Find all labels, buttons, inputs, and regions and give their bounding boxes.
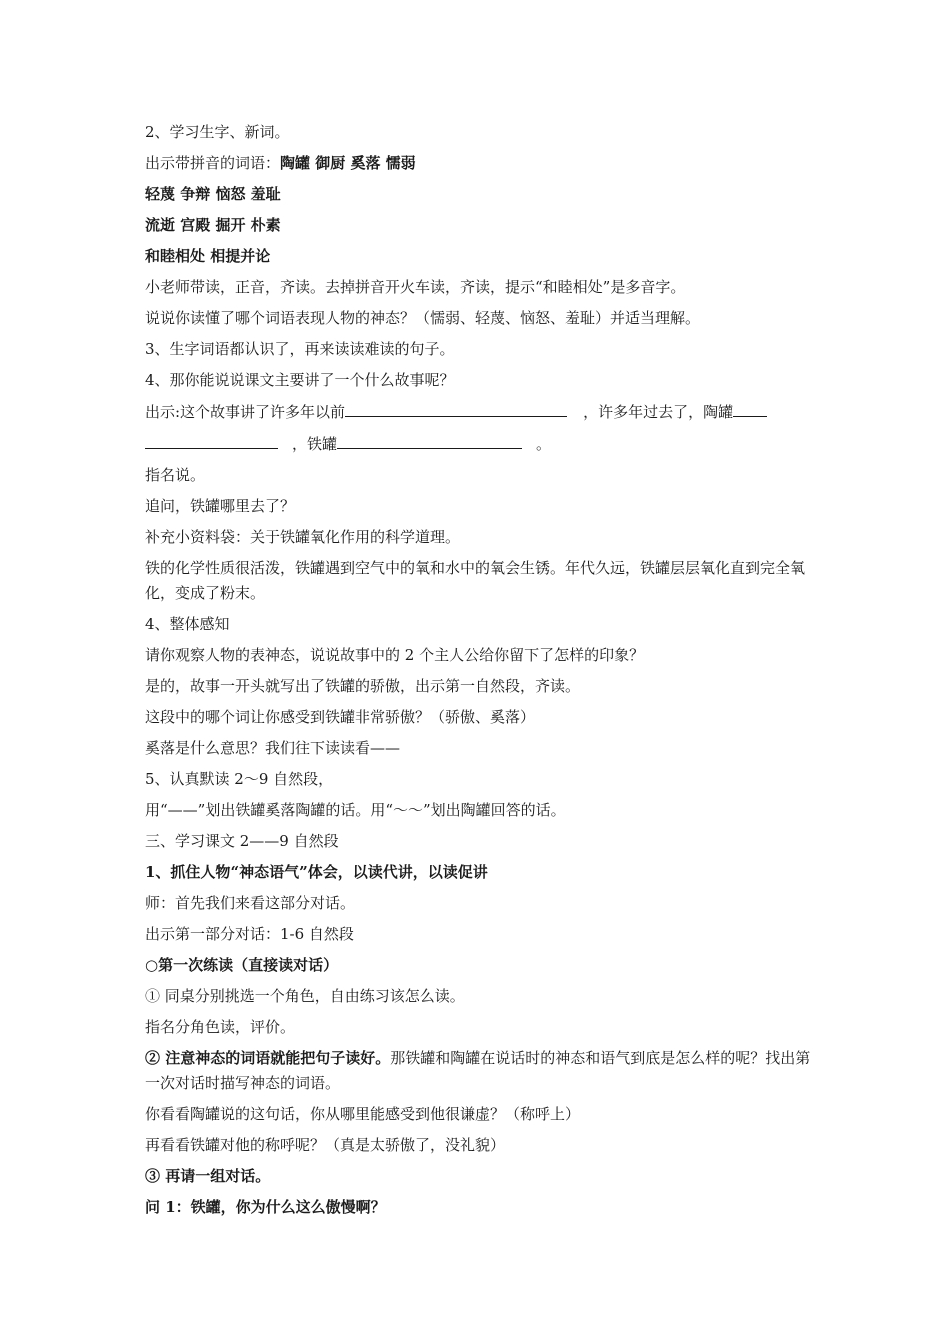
blank-underline [733,399,767,417]
vocab-row-3: 流逝 宫殿 掘开 朴素 [145,216,281,234]
bold-lead: ② 注意神态的词语就能把句子读好。 [145,1049,391,1067]
fill-blank-line-2 [145,431,815,457]
text-line: 奚落是什么意思？我们往下读读看—— [145,739,401,757]
text-line: 5、认真默读 2～9 自然段， [145,770,334,788]
text-line: 是的，故事一开头就写出了铁罐的骄傲，出示第一自然段，齐读。 [145,677,581,695]
section-heading-learn-words: 2、学习生字、新词。 [145,123,290,141]
section-heading-overall: 4、整体感知 [145,615,230,633]
pinyin-words-line [145,151,815,176]
vocab-row-2: 轻蔑 争辩 恼怒 羞耻 [145,185,281,203]
pinyin-words-label: 出示带拼音的词语： [145,154,281,172]
text-line: 请你观察人物的表神态，说说故事中的 2 个主人公给你留下了怎样的印象？ [145,646,645,664]
fill-blank-text: 出示:这个故事讲了许多年以前 [145,403,346,421]
text-line: 指名分角色读，评价。 [145,1018,296,1036]
text-line: 小老师带读，正音，齐读。去掉拼音开火车读，齐读，提示“和睦相处”是多音字。 [145,278,686,296]
fill-blank-text: ，铁罐 [292,435,338,453]
text-line: 指名说。 [145,466,206,484]
vocab-row-1: 陶罐 御厨 奚落 懦弱 [280,154,416,172]
text-line: ① 同桌分别挑选一个角色，自由练习该怎么读。 [145,987,465,1005]
blank-underline [345,399,567,417]
mixed-paragraph [145,1046,815,1096]
bold-heading: ○第一次练读（直接读对话） [145,956,339,974]
section-heading-three: 三、学习课文 2——9 自然段 [145,832,339,850]
document-page [145,120,815,1226]
text-line: 追问，铁罐哪里去了？ [145,497,296,515]
text-line: 出示第一部分对话：1-6 自然段 [145,925,354,943]
fill-blank-text: 。 [536,435,552,453]
text-line: 再看看铁罐对他的称呼呢？（真是太骄傲了，没礼貌） [145,1136,506,1154]
fill-blank-line-1 [145,399,815,425]
bold-heading: 1、抓住人物“神态语气”体会，以读代讲，以读促讲 [145,863,488,881]
bold-heading: ③ 再请一组对话。 [145,1167,271,1185]
blank-underline [337,431,522,449]
text-line: 4、那你能说说课文主要讲了一个什么故事呢？ [145,371,455,389]
bold-heading: 问 1：铁罐，你为什么这么傲慢啊？ [145,1198,386,1216]
text-line: 这段中的哪个词让你感受到铁罐非常骄傲？（骄傲、奚落） [145,708,536,726]
paragraph-rest: 那铁罐和陶罐在说话时的神态和语气到底是怎么样的呢？找出第一次对话时描写神态的词语。 [145,1049,811,1092]
fill-blank-text: ，许多年过去了，陶罐 [583,403,734,421]
blank-underline [145,431,278,449]
vocab-row-4: 和睦相处 相提并论 [145,247,271,265]
science-paragraph: 铁的化学性质很活泼，铁罐遇到空气中的氧和水中的氧会生锈。年代久远，铁罐层层氧化直到完全氧化，变成了粉末。 [145,559,806,602]
text-line: 说说你读懂了哪个词语表现人物的神态？（懦弱、轻蔑、恼怒、羞耻）并适当理解。 [145,309,701,327]
text-line: 补充小资料袋：关于铁罐氧化作用的科学道理。 [145,528,461,546]
text-line: 3、生字词语都认识了，再来读读难读的句子。 [145,340,455,358]
text-line: 你看看陶罐说的这句话，你从哪里能感受到他很谦虚？（称呼上） [145,1105,581,1123]
text-line: 用“——”划出铁罐奚落陶罐的话。用“～～”划出陶罐回答的话。 [145,801,566,819]
text-line: 师：首先我们来看这部分对话。 [145,894,356,912]
